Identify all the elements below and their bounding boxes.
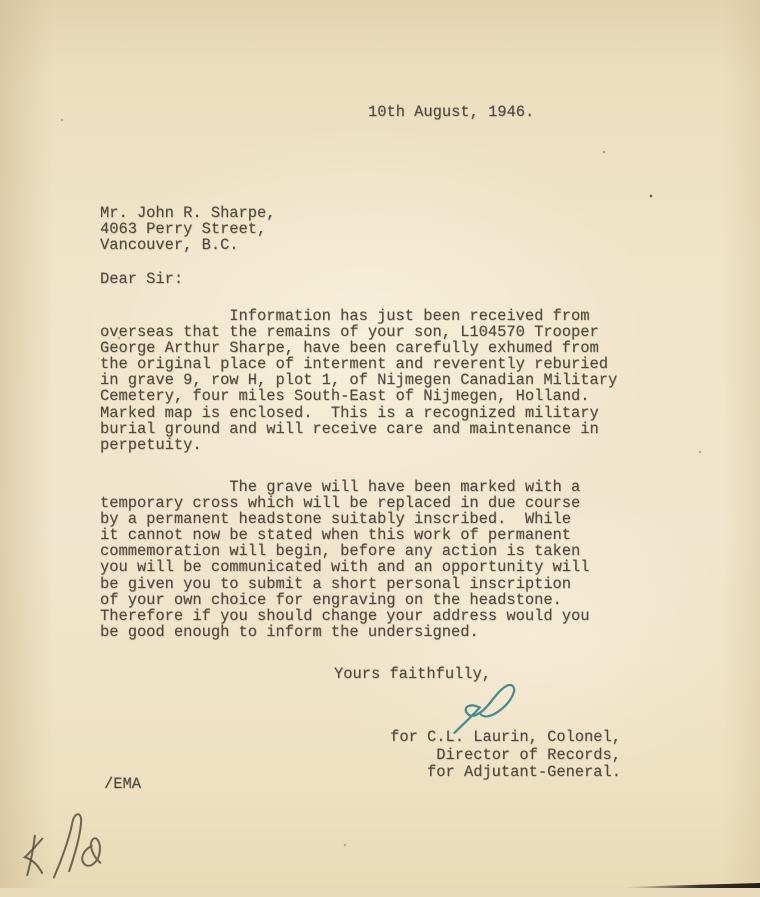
text-line: perpetuity. (100, 435, 202, 454)
text-line: be good enough to inform the undersigned. (100, 622, 479, 641)
text-line: for C.L. Laurin, Colonel, (390, 728, 621, 746)
scan-edge-shadow (625, 883, 760, 888)
text-line: by a permanent headstone suitably inscribed. While (100, 510, 572, 529)
text-line: overseas that the remains of your son, L104570 Trooper (100, 323, 599, 342)
text-line: George Arthur Sharpe, have been carefully exhumed from (100, 339, 599, 358)
text-line: Therefore if you should change your address would you (100, 606, 590, 625)
text-line: 4063 Perry Street, (100, 220, 267, 239)
typist-initials: /EMA (104, 775, 141, 793)
text-line: temporary cross which will be replaced in due course (100, 494, 581, 513)
text-line: the original place of interment and reverently reburied (100, 355, 608, 374)
text-line: Vancouver, B.C. (100, 236, 239, 255)
valediction: Yours faithfully, (334, 665, 492, 683)
text-line: burial ground and will receive care and maintenance in (100, 419, 599, 438)
recipient-address (100, 205, 275, 253)
letter-date: 10th August, 1946. (368, 103, 535, 121)
text-line: be given you to submit a short personal inscription (100, 574, 572, 593)
signature-block (390, 729, 621, 782)
text-line: of your own choice for engraving on the headstone. (100, 590, 562, 609)
text-line: Information has just been received from (100, 307, 590, 325)
text-line: Marked map is enclosed. This is a recognized military (100, 403, 599, 422)
text-line: you will be communicated with and an opportunity will (100, 558, 590, 577)
text-line: commemoration will begin, before any action is taken (100, 542, 581, 561)
text-line: Director of Records, (436, 745, 621, 764)
text-line: for Adjutant-General. (427, 763, 621, 781)
handwritten-initials-icon (3, 801, 121, 897)
text-line: The grave will have been marked with a (100, 478, 581, 496)
salutation: Dear Sir: (100, 270, 184, 288)
text-line: it cannot now be stated when this work of permanent (100, 526, 572, 545)
body-paragraph-1 (100, 308, 617, 453)
text-line: Mr. John R. Sharpe, (100, 204, 276, 222)
text-line: Cemetery, four miles South-East of Nijmegen, Holland. (100, 387, 590, 406)
body-paragraph-2 (100, 479, 590, 640)
text-line: in grave 9, row H, plot 1, of Nijmegen Canadian Military (100, 371, 618, 390)
